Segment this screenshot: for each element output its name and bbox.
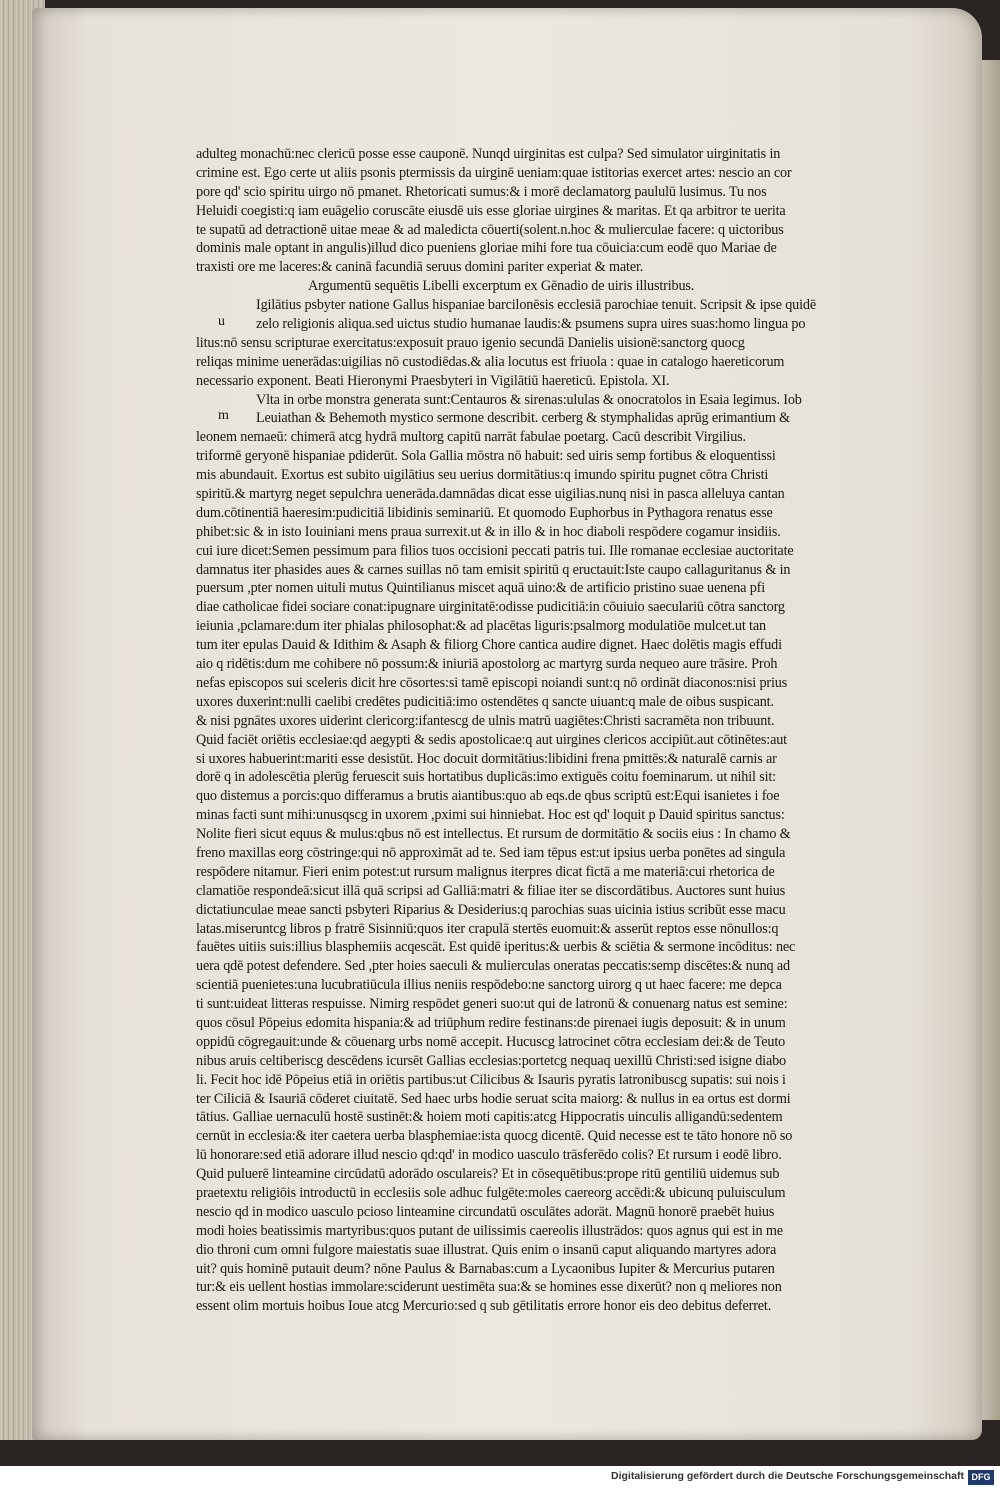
text-line: si uxores habuerint:mariti esse desistūt. Hoc docuit dormitātius:libidini frena pmittēs:& naturalē carnis ar bbox=[196, 750, 777, 767]
text-line: tur:& eis uellent hostias immolare:sciderunt uestimēta sua:& se homines esse dixerūt? non q meliores non bbox=[196, 1279, 782, 1296]
text-line: cui iure dicet:Semen pessimum para filios tuos occisioni peccati patris tui. Ille romanae ecclesiae auctoritate bbox=[196, 542, 794, 559]
text-line: mis abundauit. Exortus est subito uigilātius seu uerius dormitātius:q imundo spiritu pugnet cōtra Christi bbox=[196, 467, 769, 484]
text-line: spiritū.& martyrg neget sepulchra uenerāda.damnādas dicat esse uigilias.nunq nisi in pasca alleluya cantan bbox=[196, 486, 785, 503]
text-line: Vlta in orbe monstra generata sunt:Centauros & sirenas:ululas & onocratolos in Esaia legimus. Iob bbox=[256, 391, 802, 408]
text-line: Quid puluerē linteamine circūdatū adorādo osculareis? Et in cōsequētibus:prope ritū gentiliū uidemus sub bbox=[196, 1166, 780, 1183]
text-line: adulteg monachū:nec clericū posse esse cauponē. Nunqd uirginitas est culpa? Sed simulator uirginitatis in bbox=[196, 146, 781, 162]
text-line: dio throni cum omni fulgore maiestatis suae illustrat. Quis enim o insanū caput aliquando martyres adora bbox=[196, 1241, 777, 1258]
text-line: te supatū ad detractionē uitae meae & ad maledicta cōuerti(solent.n.hoc & mulierculae facere: q uictoribus bbox=[196, 221, 784, 238]
text-line: clamatiōe respondeā:sicut illā quā scripsi ad Galliā:matri & filiae iter se discordātibus. Auctores sunt huius bbox=[196, 882, 786, 899]
text-line: ti sunt:uideat litteras respuisse. Nimirg respōdet generi suo:ut qui de latronū & conuenarg natus est semine: bbox=[196, 996, 788, 1013]
text-line: lū honorare:sed etiā adorare illud nescio qd:qd' in modico uasculo trāsferēdo colis? Et rursum i eodē libro. bbox=[196, 1147, 782, 1164]
text-line: zelo religionis aliqua.sed uictus studio humanae laudis:& psumens supra uires suas:homo lingua po bbox=[256, 316, 806, 333]
text-line: scientiā puenietes:una lucubratiūcula illius neniis respōdebo:ne sanctorg uirorg q ut haec facere: me depca bbox=[196, 977, 782, 994]
text-line: modi hoies beatissimis martyribus:quos putant de uilissimis caereolis illustrādos: quos agnus qui est in me bbox=[196, 1222, 783, 1239]
text-line: latas.miseruntcg libros p fratrē Sisinniū:quos iter crapulā stertēs euomuit:& asserūt reptos esse nōnullos:q bbox=[196, 920, 779, 937]
text-line: reliqas minime uenerādas:uigilias nō custodiēdas.& alia locutus est friuola : quae in catalogo haereticorum bbox=[196, 353, 785, 370]
text-line: diae catholicae fidei sociare conat:ipugnare uirginitatē:odisse pudicitiā:in cōuiuio saeculariū cōtra sanctorg bbox=[196, 599, 785, 616]
text-line: Quid faciēt oriētis ecclesiae:qd aegypti & sedis apostolicae:q aut uirgines clericos accipiūt.aut cōtinētes:aut bbox=[196, 731, 787, 748]
text-line: nescio qd in modico uasculo pcioso linteamine circundatū osculātes adorāt. Magnū honorē praebēt huius bbox=[196, 1203, 775, 1220]
text-line: praetextu religiōis introductū in ecclesiis sole adhuc fulgēte:moles caereorg accēdi:& ubicunq puluisculum bbox=[196, 1184, 786, 1201]
text-line: quo distemus a porcis:quo differamus a brutis aiantibus:quo ab eqs.de qbus scriptū est:Equi isanietes i foe bbox=[196, 788, 780, 805]
text-line: crimine est. Ego certe ut aliis psonis ptermissis da uirginē ueniam:quae istitorias exercet artes: nescio an cor bbox=[196, 164, 792, 181]
text-line: ter Ciliciā & Isauriā cōderet ciuitatē. Sed haec urbs hodie seruat scita maiorg: & nullus in ea ortus est dormi bbox=[196, 1090, 791, 1107]
guide-letter-u: u bbox=[218, 314, 225, 329]
dfg-logo: DFG bbox=[968, 1470, 994, 1485]
text-line: Heluidi coegisti:q iam euāgelio coruscāte eiusdē uis esse gloriae uirgines & maritas. Et qa arbitror te uerita bbox=[196, 202, 786, 219]
text-line: uxores duxerint:nulli caelibi credētes pudicitiā:imo ostendētes q sancte uiuant:q male de oibus suspicant. bbox=[196, 693, 774, 710]
text-line: uera qdē potest defendere. Sed ,pter hoies saeculi & mulierculas oneratas peccatis:semp discētes:& nunq ad bbox=[196, 958, 790, 975]
text-line: oppidū cōgregauit:unde & cōuenarg urbs nomē accepit. Hucuscg latrocinet cōtra ecclesiam dei:& de Teuto bbox=[196, 1033, 786, 1050]
text-line: freno maxillas eorg cōstringe:qui nō approximāt ad te. Sed iam tēpus est:ut ipsius uerba ponētes ad singula bbox=[196, 844, 786, 861]
text-line: essent olim mortuis hoibus Ioue atcg Mercurio:sed q sub gētilitatis errore honor eis deo debitus deferret. bbox=[196, 1298, 772, 1315]
text-line: Igilātius psbyter natione Gallus hispaniae barcilonēsis ecclesiā parochiae tenuit. Scripsit & ipse quidē bbox=[256, 297, 817, 314]
text-line: damnatus iter phasides aues & carnes suillas nō tam emisit spiritū q eructauit:Iste caupo callaguritanus & in bbox=[196, 561, 791, 578]
text-line: minas facti sunt mihi:unusqscg in uxorem ,pximi sui hinniebat. Hoc est qd' loquit p Dauid spiritus sanctus: bbox=[196, 807, 785, 824]
text-line: dorē q in adolescētia plerūg feruescit suis hortatibus duplicās:imo extiguēs coitu foeminarum. ut nihil sit: bbox=[196, 769, 776, 786]
text-line: cernūt in ecclesia:& iter caetera uerba blasphemiae:ista quocg dicentē. Quid necesse est te tāto honore nō so bbox=[196, 1128, 793, 1145]
text-line: dictatiunculae meae sancti psbyteri Riparius & Desiderius:q parochias suas uicinia istius scribūt esse macu bbox=[196, 901, 786, 918]
epistle-heading: necessario exponent. Beati Hieronymi Praesbyteri in Vigilātiū haereticū. Epistola. XI. bbox=[196, 372, 670, 389]
text-line: quos cōsul Pōpeius edomita hispania:& ad triūphum redire festinans:de pirenaei iugis deposuit: & in unum bbox=[196, 1014, 786, 1031]
footer-bar bbox=[0, 1466, 1000, 1490]
text-line: ieiunia ,pclamare:dum iter phialas philosophat:& ad placētas liguris:psalmorg modulatiōe mulcet.ut tan bbox=[196, 618, 766, 635]
text-line: tātius. Galliae uernaculū hostē sustinēt:& hoiem moti capitis:atcg Hippocratis uinculis alligandū:sedentem bbox=[196, 1109, 783, 1126]
text-line: pore qd' scio spiritu uirgo nō pmanet. Rhetoricati sumus:& i morē declamatorg paululū lusimus. Tu nos bbox=[196, 183, 767, 200]
text-line: li. Fecit hoc idē Pōpeius etiā in oriētis partibus:ut Cilicibus & Isauris pyratis latronibuscg supatis: sui nois i bbox=[196, 1071, 786, 1088]
text-line: traxisti ore me laceres:& caninā facundiā seruus domini pariter experiat & mater. bbox=[196, 259, 644, 276]
text-line: fauētes uitiis suis:illius blasphemiis acqescāt. Est quidē iperitus:& uerbis & sciētia & sermone incōditus: nec bbox=[196, 939, 796, 956]
guide-letter-m: m bbox=[218, 408, 229, 423]
text-line: tum iter epulas Dauid & Idithim & Asaph & filiorg Chore cantica audire dignet. Haec dolētis magis effudi bbox=[196, 637, 782, 654]
text-line: dum.cōtinentiā haeresim:pudicitiā libidinis seminariū. Et quomodo Euphorbus in Pythagora renatus esse bbox=[196, 504, 773, 521]
text-line: Leuiathan & Behemoth mystico sermone describit. cerberg & stymphalidas aprūg erimantium & bbox=[256, 410, 791, 427]
text-line: uit? quis hominē putauit deum? nōne Paulus & Barnabas:cum a Lycaonibus Iupiter & Mercurius putaren bbox=[196, 1260, 775, 1277]
text-line: aio q ridētis:dum me cohibere nō possum:& iniuriā apostolorg ac martyrg surda nequeo aure trāsire. Proh bbox=[196, 656, 778, 673]
section-heading: Argumentū sequētis Libelli excerptum ex Gēnadio de uiris illustribus. bbox=[308, 278, 695, 295]
text-line: dominis male optant in angulis)illud dico pueniens gloriae mihi fore tua cōuicia:cum eodē quo Mariae de bbox=[196, 240, 777, 257]
text-line: Nolite fieri sicut equus & mulus:qbus nō est intellectus. Et rursum de dormitātio & sociis eius : In chamo & bbox=[196, 826, 791, 843]
text-line: respōdere nitamur. Fieri enim potest:ut rursum malignus iterpres dicat fictā a me materiā:cui rhetorica de bbox=[196, 863, 775, 880]
text-line: puersum ,pter nomen uituli mutus Quintilianus miscet aquā uino:& de artificio pristino suae uenena pfi bbox=[196, 580, 766, 597]
text-line: triformē geryonē hispaniae pdiderūt. Sola Gallia mōstra nō habuit: sed uiris semp fortibus & eloquentissi bbox=[196, 448, 776, 465]
text-line: phibet:sic & in isto Iouiniani mens praua surrexit.ut & in illo & in hoc diaboli respōdere cogamur insidiis. bbox=[196, 523, 781, 540]
text-line: & nisi pgnātes uxores uiderint clericorg:ifantescg de ulnis matrū uagiētes:Christi sacramēta non tribuunt. bbox=[196, 712, 775, 729]
funding-credit: Digitalisierung gefördert durch die Deutsche Forschungsgemeinschaft bbox=[611, 1470, 964, 1482]
text-line: litus:nō sensu scripturae exercitatus:exposuit prauo igenio secundā Danielis uisionē:sanctorg quocg bbox=[196, 334, 745, 351]
text-line: leonem nemaeū: chimerā atcg hydrā multorg capitū narrāt fabulae poetarg. Cacū describit Virgilius. bbox=[196, 429, 746, 446]
text-line: nefas episcopos sui sceleris dicit hre cōsortes:si tamē episcopi noiandi sunt:q nō ordināt diaconos:nisi prius bbox=[196, 674, 788, 691]
text-line: nibus aruis celtiberiscg descēdens icursēt Gallias ecclesias:portetcg nequaq uexillū Christi:sed isigne diabo bbox=[196, 1052, 786, 1069]
text-block bbox=[196, 145, 931, 1316]
